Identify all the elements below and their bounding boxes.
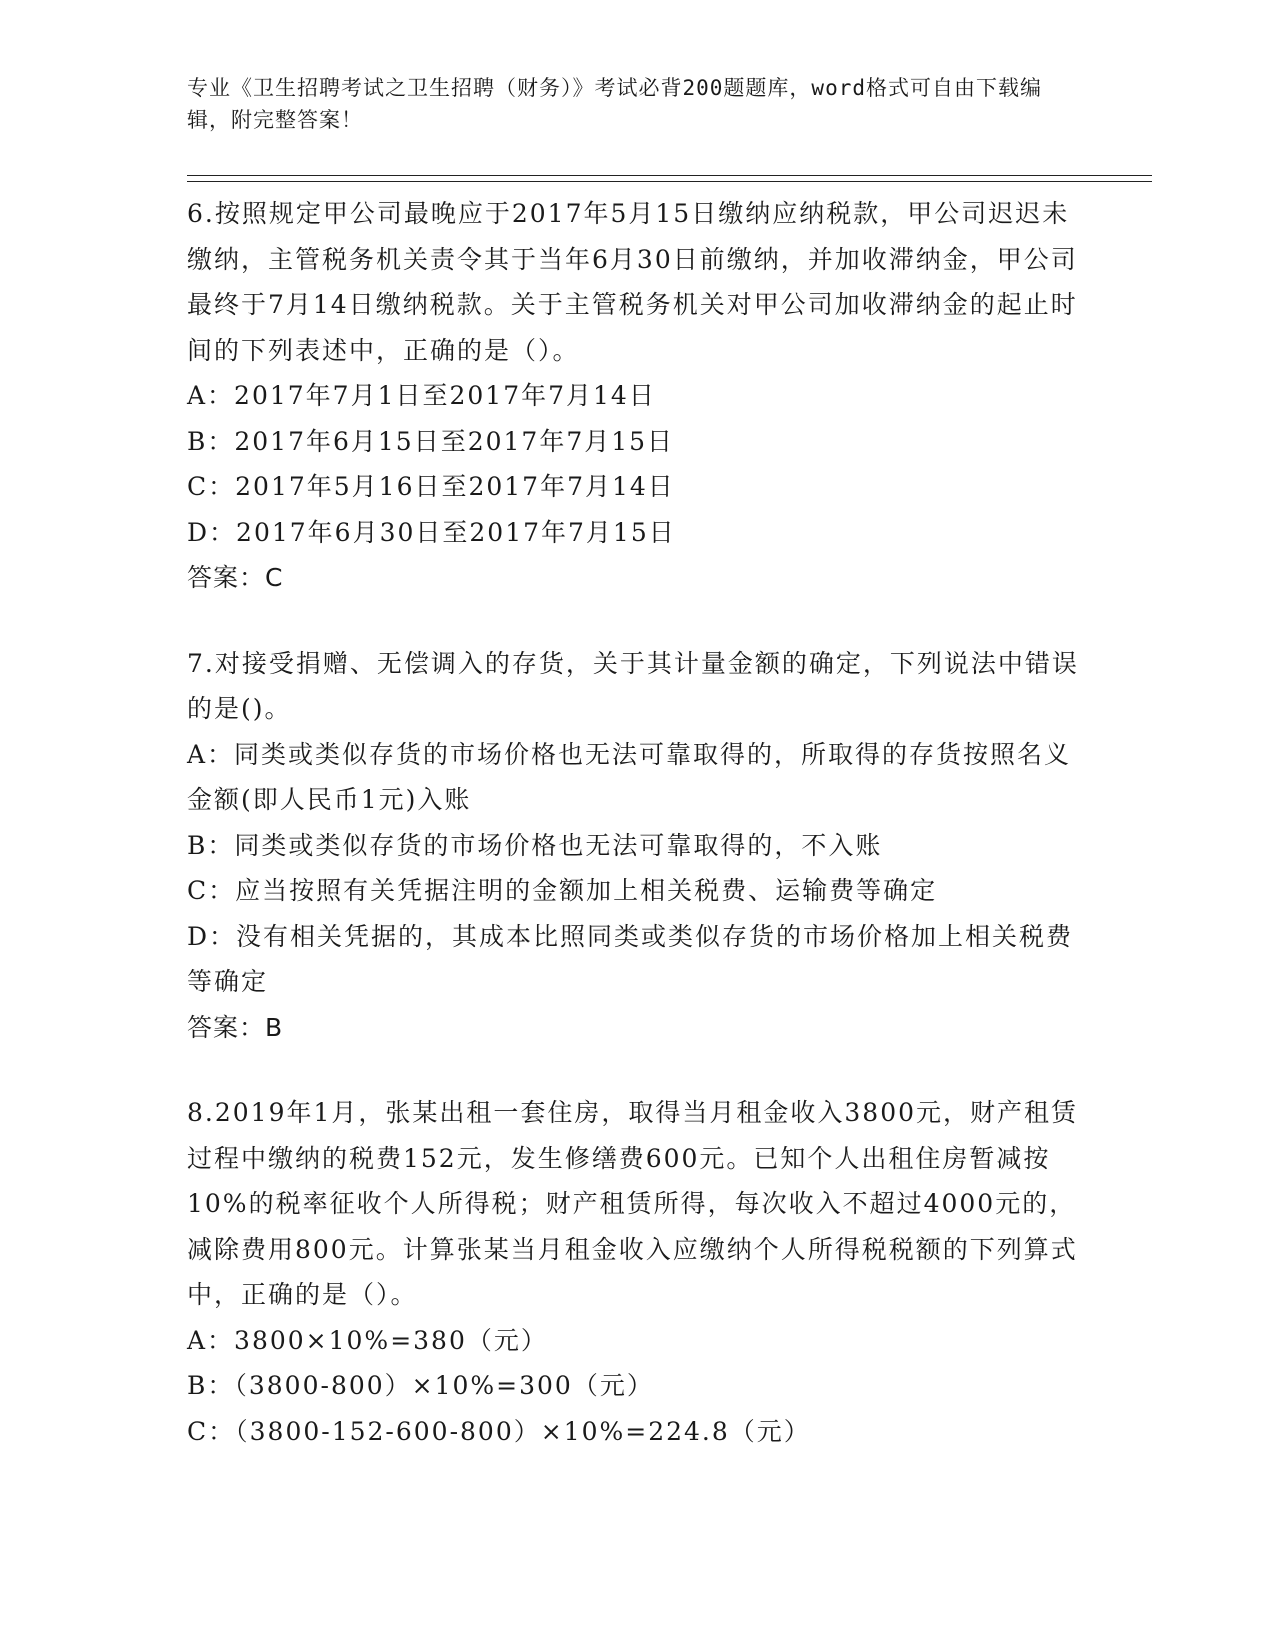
question-text: 8.2019年1月，张某出租一套住房，取得当月租金收入3800元，财产租赁过程中缴纳的税费152元，发生修缮费600元。已知个人出租住房暂减按10%的税率征收个人所得税；财产租赁所得，每次收入不超过4000元的，减除费用800元。计算张某当月租金收入应缴纳个人所得税税额的下列算式中，正确的是（）。: [187, 1098, 1079, 1309]
option-c: C：2017年5月16日至2017年7月14日: [187, 472, 675, 501]
question-text: 6.按照规定甲公司最晚应于2017年5月15日缴纳应纳税款，甲公司迟迟未缴纳，主管税务机关责令其于当年6月30日前缴纳，并加收滞纳金，甲公司最终于7月14日缴纳税款。关于主管税务机关对甲公司加收滞纳金的起止时间的下列表述中，正确的是（）。: [187, 199, 1078, 365]
option-b: B：同类或类似存货的市场价格也无法可靠取得的，不入账: [187, 830, 883, 860]
option-d: D：2017年6月30日至2017年7月15日: [187, 517, 676, 547]
question-list: [187, 191, 1087, 1494]
option-c: C：应当按照有关凭据注明的金额加上相关税费、运输费等确定: [187, 876, 938, 905]
option-a: A：2017年7月1日至2017年7月14日: [187, 381, 656, 410]
answer-label: 答案：B: [187, 1012, 284, 1042]
document-header: 专业《卫生招聘考试之卫生招聘（财务）》考试必背200题题库，word格式可自由下载编辑，附完整答案！: [187, 76, 1042, 132]
question-text: 7.对接受捐赠、无偿调入的存货，关于其计量金额的确定，下列说法中错误的是()。: [187, 648, 1079, 723]
option-d: D：没有相关凭据的，其成本比照同类或类似存货的市场价格加上相关税费等确定: [187, 921, 1074, 996]
option-b: B：（3800-800）×10%=300（元）: [187, 1371, 654, 1400]
question-6: [187, 191, 1087, 601]
option-c: C：（3800-152-600-800）×10%=224.8（元）: [187, 1416, 811, 1446]
question-7: [187, 641, 1087, 1051]
header-divider-top: [187, 175, 1152, 176]
header-divider-bottom: [187, 181, 1152, 182]
option-a: A：3800×10%=380（元）: [187, 1325, 548, 1355]
answer-label: 答案：C: [187, 563, 284, 592]
option-a: A：同类或类似存货的市场价格也无法可靠取得的，所取得的存货按照名义金额(即人民币1元)入账: [187, 739, 1072, 814]
option-b: B：2017年6月15日至2017年7月15日: [187, 426, 675, 456]
question-8: [187, 1090, 1087, 1454]
